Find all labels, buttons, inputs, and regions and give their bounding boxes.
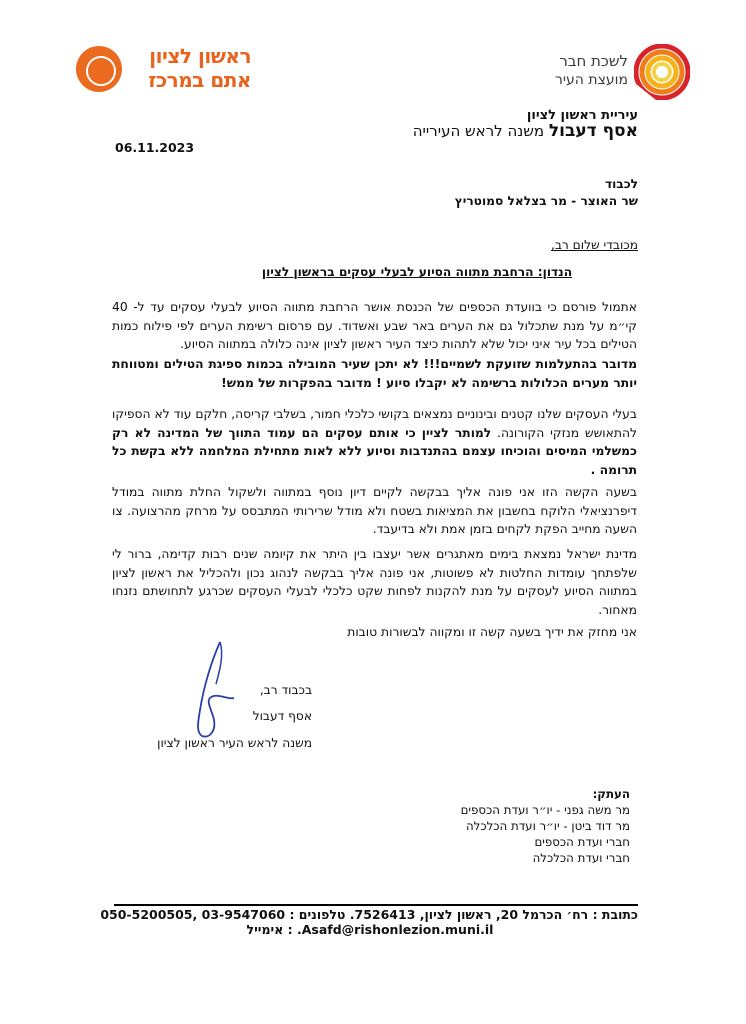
greeting: מכובדי שלום רב, [551, 238, 638, 252]
sender-title: משנה לראש העירייה [412, 122, 545, 140]
council-logo-line-2: מועצת העיר [555, 72, 628, 88]
council-office-logo [540, 40, 690, 100]
to-label: לכבוד [604, 177, 638, 191]
footer-divider [114, 904, 638, 906]
logo-line-1: ראשון לציון [149, 44, 251, 68]
logo-line-2: אתם במרכז [148, 68, 251, 92]
council-logo-line-1: לשכת חבר [559, 52, 628, 70]
subject-line: הנדון: הרחבת מתווה הסיוע לבעלי עסקים בראשון לציון [261, 265, 573, 279]
paragraph-3-part-2: למותר לציין כי אותם עסקים הם עמוד התווך של המדינה לא רק כמשלמי המיסים והוכיחו עצמם בהתנדבות וסיוע ללא לאות מתחילת המלחמה ללא בקשת כל תרומה . [112, 425, 637, 477]
paragraph-5: מדינת ישראל נמצאת בימים מאתגרים אשר יעצבו בין היתר את קיומה שנים רבות קדימה, ברור לי שלפתחך עומדות החלטות לא פשוטות, אני פונה אליך בבקשה לנהוג נכון ולהכליל את ראשון לציון במתווה הסיוע לעסקים על מנת להקנות לפחות שקט כלכלי לבעלי העסקים שכרגע לתחושתם נזנחו מאחור. [112, 547, 637, 617]
closing-regards: בכבוד רב, [259, 683, 312, 697]
copy-recipient: חברי ועדת הכלכלה [532, 851, 630, 865]
paragraph-6: אני מחזק את ידיך בשעה קשה זו ומקווה לבשורות טובות [347, 625, 637, 639]
copy-recipient: חברי ועדת הכספים [534, 835, 630, 849]
paragraph-3-part-1: בעלי העסקים שלנו קטנים ובינוניים נמצאים בקושי כלכלי חמור, בשלבי קריסה, חלקם עוד לא הספיקו להתאושש מנזקי הקורונה. [112, 407, 637, 440]
copy-recipient: מר דוד ביטן - יו״ר ועדת הכלכלה [465, 819, 630, 833]
footer-address: כתובת : רח׳ הכרמל 20, ראשון לציון, 7526413. טלפונים : 03-9547060 ,050-5200505 [100, 907, 638, 922]
spiral-logo-icon [634, 44, 690, 100]
to-line: שר האוצר - מר בצלאל סמוטריץ [454, 194, 638, 208]
closing-role: משנה לראש העיר ראשון לציון [157, 736, 312, 750]
rishon-lezion-logo [76, 44, 251, 100]
sender-line [98, 121, 638, 141]
paragraph-4: בשעה הקשה הזו אני פונה אליך בבקשה לקיים דיון נוסף במתווה ולשקול החלת מתווה במודל דיפרנציאלי הלוקח בחשבון את המציאות בשטח ולא מודל שרירותי המתבסס על מרחק מהרצועה. צו השעה מחייב הפקת לקחים בזמן אמת ולא בדיעבד. [112, 485, 637, 536]
footer-email: Asafd@rishonlezion.muni.il. : אימייל [246, 922, 494, 937]
city-seal-icon [76, 46, 122, 92]
closing-name: אסף דעבול [252, 709, 312, 723]
sender-name: אסף דעבול [548, 121, 638, 141]
copies-label: העתק: [592, 787, 630, 801]
paragraph-2: מדובר בהתעלמות שזועקת לשמיים!!! לא יתכן שעיר המובילה בכמות ספיגת הטילים ומטווחת יותר מערים הכלולות ברשימה לא יקבלו סיוע ! מדובר בהפקרות של ממש! [112, 357, 637, 390]
copy-recipient: מר משה גפני - יו״ר ועדת הכספים [460, 803, 630, 817]
paragraph-3 [112, 405, 637, 479]
handwritten-signature [190, 640, 250, 740]
organization-name: עיריית ראשון לציון [526, 108, 638, 123]
letter-date: 06.11.2023 [115, 140, 195, 155]
paragraph-1: אתמול פורסם כי בוועדת הכספים של הכנסת אושר הרחבת מתווה הסיוע לבעלי עסקים עד ל- 40 קי״מ על מנת שתכלול גם את הערים באר שבע ואשדוד. עם פרסום רשימת הערים לפי פילוח כמות הטילים בכל עיר איני יכול שלא לתהות כיצד העיר ראשון לציון אינה כלולה במתווה הסיוע. [112, 300, 637, 351]
